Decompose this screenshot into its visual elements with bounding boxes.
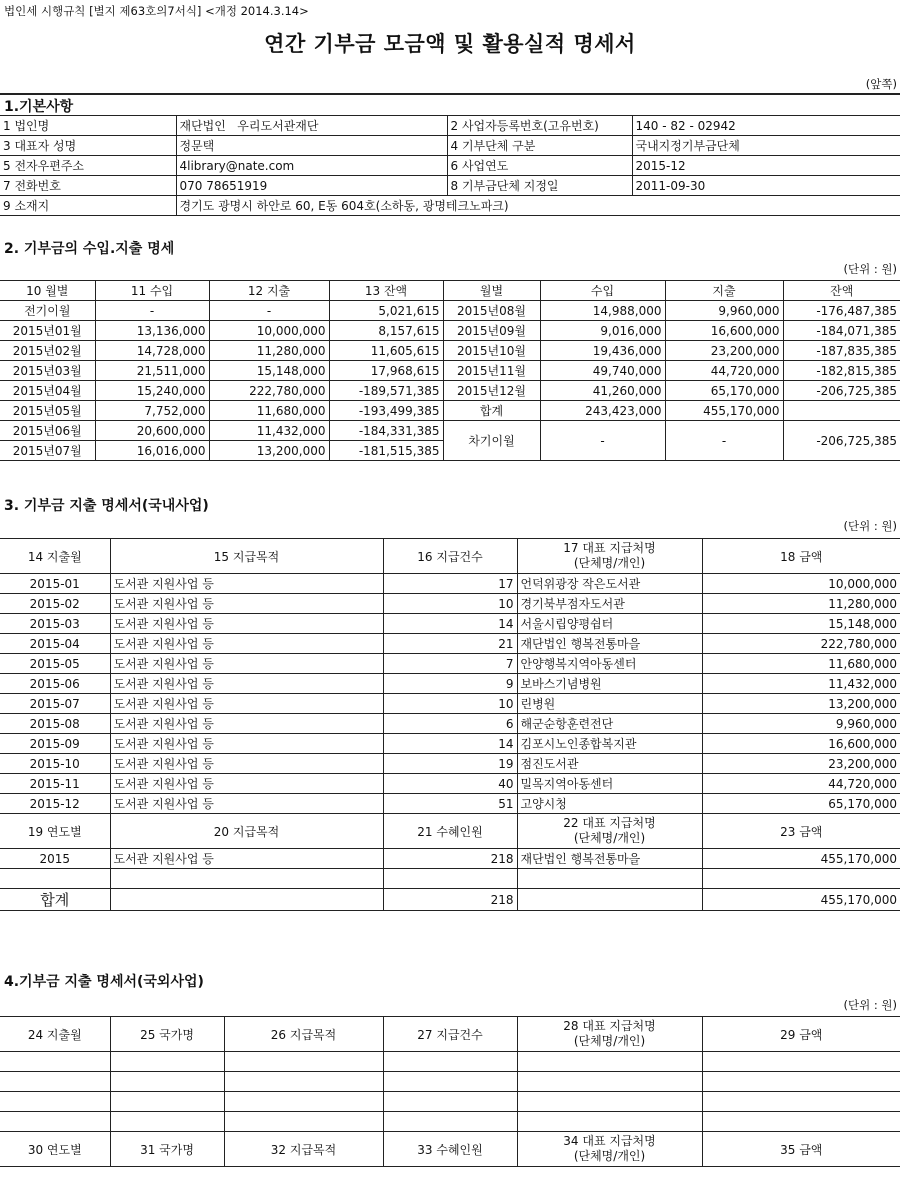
cell-carry-forward-income: - — [540, 421, 665, 461]
cell-income: 14,728,000 — [95, 341, 209, 361]
cell-balance: -187,835,385 — [783, 341, 900, 361]
cell-income: 7,752,000 — [95, 401, 209, 421]
cell-balance: 11,605,615 — [329, 341, 443, 361]
cell-count: 10 — [383, 594, 517, 614]
section4-title: 4.기부금 지출 명세서(국외사업) — [4, 974, 204, 990]
cell-expense: 44,720,000 — [665, 361, 783, 381]
cell-month: 2015년07월 — [0, 441, 95, 461]
cell-amount: 16,600,000 — [702, 734, 900, 754]
cell-payee: 안양행복지역아동센터 — [517, 654, 702, 674]
cell-expense: 11,432,000 — [209, 421, 329, 441]
cell-amount: 15,148,000 — [702, 614, 900, 634]
table-header-row — [0, 539, 900, 574]
cell-income: 14,988,000 — [540, 301, 665, 321]
cell-count: 51 — [383, 794, 517, 814]
table-row — [0, 156, 900, 176]
col-beneficiaries: 33 수혜인원 — [383, 1132, 517, 1167]
value-biz-reg-no: 140 - 82 - 02942 — [632, 116, 900, 136]
table-row — [0, 361, 900, 381]
cell-count: 6 — [383, 714, 517, 734]
domestic-expense-table — [0, 538, 900, 911]
col-payee-line1: 28 대표 지급처명 — [563, 1019, 656, 1033]
cell-purpose: 도서관 지원사업 등 — [110, 754, 383, 774]
table-row — [0, 1112, 900, 1132]
empty-cell — [702, 1112, 900, 1132]
empty-cell — [517, 1052, 702, 1072]
col-expense: 12 지출 — [209, 281, 329, 301]
cell-balance: -184,071,385 — [783, 321, 900, 341]
cell-month: 2015-06 — [0, 674, 110, 694]
col-payee-line2: (단체명/개인) — [573, 1149, 646, 1163]
cell-expense: 11,680,000 — [209, 401, 329, 421]
cell-amount: 11,680,000 — [702, 654, 900, 674]
label-email: 5 전자우편주소 — [0, 156, 176, 176]
col-balance: 13 잔액 — [329, 281, 443, 301]
cell-income: 9,016,000 — [540, 321, 665, 341]
col-amount: 35 금액 — [702, 1132, 900, 1167]
cell-expense: 16,600,000 — [665, 321, 783, 341]
cell-purpose: 도서관 지원사업 등 — [110, 694, 383, 714]
empty-cell — [517, 1072, 702, 1092]
legal-basis: 법인세 시행규칙 [별지 제63호의7서식] <개정 2014.3.14> — [4, 4, 309, 18]
cell-total-income: 243,423,000 — [540, 401, 665, 421]
cell-purpose: 도서관 지원사업 등 — [110, 634, 383, 654]
cell-month: 2015-12 — [0, 794, 110, 814]
label-phone: 7 전화번호 — [0, 176, 176, 196]
cell-purpose: 도서관 지원사업 등 — [110, 654, 383, 674]
cell-month: 2015-01 — [0, 574, 110, 594]
table-row — [0, 196, 900, 216]
empty-cell — [110, 1112, 224, 1132]
col-payee — [517, 1017, 702, 1052]
table-row — [0, 869, 900, 889]
cell-purpose: 도서관 지원사업 등 — [110, 774, 383, 794]
table-row — [0, 574, 900, 594]
col-count: 27 지급건수 — [383, 1017, 517, 1052]
cell-carry-forward-balance: -206,725,385 — [783, 421, 900, 461]
label-representative: 3 대표자 성명 — [0, 136, 176, 156]
cell-amount: 222,780,000 — [702, 634, 900, 654]
cell-payee: 린병원 — [517, 694, 702, 714]
empty-cell — [383, 1052, 517, 1072]
table-row — [0, 614, 900, 634]
cell-total-amount: 455,170,000 — [702, 889, 900, 911]
empty-cell — [224, 1052, 383, 1072]
col-payee-line1: 34 대표 지급처명 — [563, 1134, 656, 1148]
col-country: 25 국가명 — [110, 1017, 224, 1052]
col-amount: 18 금액 — [702, 539, 900, 574]
empty-cell — [224, 1112, 383, 1132]
cell-amount — [702, 869, 900, 889]
table-row — [0, 754, 900, 774]
col-payee-line1: 17 대표 지급처명 — [563, 541, 656, 555]
empty-cell — [224, 1072, 383, 1092]
section3-title: 3. 기부금 지출 명세서(국내사업) — [4, 498, 209, 514]
cell-month: 2015-05 — [0, 654, 110, 674]
table-row — [0, 381, 900, 401]
cell-expense: 13,200,000 — [209, 441, 329, 461]
cell-payee — [517, 869, 702, 889]
cell-purpose: 도서관 지원사업 등 — [110, 714, 383, 734]
cell-purpose: 도서관 지원사업 등 — [110, 574, 383, 594]
col-purpose: 32 지급목적 — [224, 1132, 383, 1167]
col-payee — [517, 814, 702, 849]
cell-month: 2015년05월 — [0, 401, 95, 421]
table-header-row — [0, 1132, 900, 1167]
cell-expense: 65,170,000 — [665, 381, 783, 401]
cell-income: 16,016,000 — [95, 441, 209, 461]
value-designation-date: 2011-09-30 — [632, 176, 900, 196]
table-header-row — [0, 1017, 900, 1052]
cell-month: 2015년02월 — [0, 341, 95, 361]
cell-expense: 15,148,000 — [209, 361, 329, 381]
section2-title: 2. 기부금의 수입.지출 명세 — [4, 241, 175, 257]
cell-count: 14 — [383, 614, 517, 634]
col-payee-line2: (단체명/개인) — [573, 831, 646, 845]
empty-cell — [0, 1092, 110, 1112]
cell-count: 9 — [383, 674, 517, 694]
page-title: 연간 기부금 모금액 및 활용실적 명세서 — [264, 32, 636, 56]
table-row — [0, 654, 900, 674]
cell-amount: 13,200,000 — [702, 694, 900, 714]
col-country: 31 국가명 — [110, 1132, 224, 1167]
cell-purpose: 도서관 지원사업 등 — [110, 849, 383, 869]
table-row — [0, 136, 900, 156]
col-expense-month: 24 지출월 — [0, 1017, 110, 1052]
unit-label: (단위 : 원) — [843, 262, 897, 276]
cell-month: 2015-02 — [0, 594, 110, 614]
cell-total-label: 합계 — [0, 889, 110, 911]
cell-beneficiaries: 218 — [383, 849, 517, 869]
front-side-label: (앞쪽) — [865, 77, 897, 91]
cell-month: 2015년06월 — [0, 421, 95, 441]
unit-label: (단위 : 원) — [843, 998, 897, 1012]
cell-month: 2015년04월 — [0, 381, 95, 401]
label-address: 9 소재지 — [0, 196, 176, 216]
cell-balance: -206,725,385 — [783, 381, 900, 401]
cell-income: 20,600,000 — [95, 421, 209, 441]
col-income-2: 수입 — [540, 281, 665, 301]
cell-purpose: 도서관 지원사업 등 — [110, 734, 383, 754]
label-biz-reg-no: 2 사업자등록번호(고유번호) — [447, 116, 632, 136]
cell-balance: -193,499,385 — [329, 401, 443, 421]
cell-carry-forward-expense: - — [665, 421, 783, 461]
col-purpose: 20 지급목적 — [110, 814, 383, 849]
cell-income: 41,260,000 — [540, 381, 665, 401]
cell-month: 2015-08 — [0, 714, 110, 734]
cell-purpose: 도서관 지원사업 등 — [110, 594, 383, 614]
cell-payee: 재단법인 행복전통마을 — [517, 849, 702, 869]
cell-income: 19,436,000 — [540, 341, 665, 361]
empty-cell — [110, 1052, 224, 1072]
empty-cell — [517, 1092, 702, 1112]
cell-expense: 23,200,000 — [665, 341, 783, 361]
unit-label: (단위 : 원) — [843, 519, 897, 533]
cell-count: 14 — [383, 734, 517, 754]
cell-total-payee — [517, 889, 702, 911]
cell-expense: 9,960,000 — [665, 301, 783, 321]
label-designation-date: 8 기부금단체 지정일 — [447, 176, 632, 196]
table-row — [0, 176, 900, 196]
section1-title: 1.기본사항 — [4, 99, 74, 115]
cell-month: 2015년11월 — [443, 361, 540, 381]
empty-cell — [517, 1112, 702, 1132]
cell-amount: 23,200,000 — [702, 754, 900, 774]
cell-income: 49,740,000 — [540, 361, 665, 381]
cell-purpose: 도서관 지원사업 등 — [110, 614, 383, 634]
value-representative: 정문택 — [176, 136, 447, 156]
cell-beneficiaries — [383, 869, 517, 889]
table-row — [0, 849, 900, 869]
cell-purpose: 도서관 지원사업 등 — [110, 674, 383, 694]
cell-month: 2015-03 — [0, 614, 110, 634]
table-row — [0, 734, 900, 754]
cell-amount: 65,170,000 — [702, 794, 900, 814]
cell-balance: 17,968,615 — [329, 361, 443, 381]
col-beneficiaries: 21 수혜인원 — [383, 814, 517, 849]
table-row — [0, 341, 900, 361]
col-year: 30 연도별 — [0, 1132, 110, 1167]
col-payee — [517, 1132, 702, 1167]
cell-payee: 점진도서관 — [517, 754, 702, 774]
col-balance-2: 잔액 — [783, 281, 900, 301]
cell-income: 13,136,000 — [95, 321, 209, 341]
cell-payee: 김포시노인종합복지관 — [517, 734, 702, 754]
cell-amount: 10,000,000 — [702, 574, 900, 594]
col-amount: 29 금액 — [702, 1017, 900, 1052]
col-month-2: 월별 — [443, 281, 540, 301]
cell-month: 2015-04 — [0, 634, 110, 654]
empty-cell — [383, 1072, 517, 1092]
label-fiscal-year: 6 사업연도 — [447, 156, 632, 176]
cell-payee: 재단법인 행복전통마을 — [517, 634, 702, 654]
cell-balance: -176,487,385 — [783, 301, 900, 321]
empty-cell — [702, 1052, 900, 1072]
income-expense-table — [0, 280, 900, 461]
total-row — [0, 889, 900, 911]
cell-total-purpose — [110, 889, 383, 911]
cell-year — [0, 869, 110, 889]
table-row — [0, 1052, 900, 1072]
cell-balance: -189,571,385 — [329, 381, 443, 401]
basic-info-table — [0, 115, 900, 216]
value-email: 4library@nate.com — [176, 156, 447, 176]
col-payee — [517, 539, 702, 574]
cell-carry-forward-label: 차기이월 — [443, 421, 540, 461]
cell-total-label: 합계 — [443, 401, 540, 421]
cell-month: 2015년12월 — [443, 381, 540, 401]
cell-month: 2015년09월 — [443, 321, 540, 341]
table-row — [0, 594, 900, 614]
cell-balance: 5,021,615 — [329, 301, 443, 321]
empty-cell — [0, 1072, 110, 1092]
cell-income: - — [95, 301, 209, 321]
cell-month: 2015-11 — [0, 774, 110, 794]
col-income: 11 수입 — [95, 281, 209, 301]
cell-expense: 10,000,000 — [209, 321, 329, 341]
cell-income: 21,511,000 — [95, 361, 209, 381]
cell-total-balance — [783, 401, 900, 421]
empty-cell — [702, 1072, 900, 1092]
table-header-row — [0, 281, 900, 301]
cell-balance: 8,157,615 — [329, 321, 443, 341]
cell-payee: 고양시청 — [517, 794, 702, 814]
col-payee-line2: (단체명/개인) — [573, 556, 646, 570]
cell-month: 2015-10 — [0, 754, 110, 774]
table-row — [0, 1072, 900, 1092]
cell-month: 2015-09 — [0, 734, 110, 754]
cell-payee: 보바스기념병원 — [517, 674, 702, 694]
label-org-type: 4 기부단체 구분 — [447, 136, 632, 156]
cell-month: 2015년01월 — [0, 321, 95, 341]
table-row — [0, 694, 900, 714]
cell-month: 2015년08월 — [443, 301, 540, 321]
cell-balance: -181,515,385 — [329, 441, 443, 461]
value-fiscal-year: 2015-12 — [632, 156, 900, 176]
table-row — [0, 401, 900, 421]
cell-payee: 경기북부점자도서관 — [517, 594, 702, 614]
cell-total-expense: 455,170,000 — [665, 401, 783, 421]
col-year: 19 연도별 — [0, 814, 110, 849]
table-row — [0, 674, 900, 694]
label-corp-name: 1 법인명 — [0, 116, 176, 136]
cell-month: 2015년10월 — [443, 341, 540, 361]
empty-cell — [702, 1092, 900, 1112]
cell-balance: -184,331,385 — [329, 421, 443, 441]
cell-amount: 11,432,000 — [702, 674, 900, 694]
cell-amount: 11,280,000 — [702, 594, 900, 614]
cell-expense: - — [209, 301, 329, 321]
cell-count: 19 — [383, 754, 517, 774]
cell-count: 7 — [383, 654, 517, 674]
divider — [0, 93, 900, 95]
cell-expense: 222,780,000 — [209, 381, 329, 401]
cell-count: 17 — [383, 574, 517, 594]
empty-cell — [0, 1052, 110, 1072]
cell-month: 2015-07 — [0, 694, 110, 714]
table-row — [0, 421, 900, 441]
cell-month: 전기이월 — [0, 301, 95, 321]
cell-balance: -182,815,385 — [783, 361, 900, 381]
cell-total-beneficiaries: 218 — [383, 889, 517, 911]
cell-count: 21 — [383, 634, 517, 654]
cell-payee: 해군순항훈련전단 — [517, 714, 702, 734]
table-row — [0, 794, 900, 814]
cell-count: 40 — [383, 774, 517, 794]
col-amount: 23 금액 — [702, 814, 900, 849]
empty-cell — [110, 1092, 224, 1112]
cell-expense: 11,280,000 — [209, 341, 329, 361]
overseas-expense-table — [0, 1016, 900, 1167]
table-row — [0, 321, 900, 341]
col-count: 16 지급건수 — [383, 539, 517, 574]
cell-count: 10 — [383, 694, 517, 714]
table-row — [0, 634, 900, 654]
empty-cell — [383, 1092, 517, 1112]
value-org-type: 국내지정기부금단체 — [632, 136, 900, 156]
cell-amount: 9,960,000 — [702, 714, 900, 734]
empty-cell — [224, 1092, 383, 1112]
table-row — [0, 774, 900, 794]
empty-cell — [383, 1112, 517, 1132]
empty-cell — [110, 1072, 224, 1092]
table-row — [0, 301, 900, 321]
col-payee-line1: 22 대표 지급처명 — [563, 816, 656, 830]
cell-amount: 455,170,000 — [702, 849, 900, 869]
col-expense-2: 지출 — [665, 281, 783, 301]
cell-payee: 서울시립양평쉼터 — [517, 614, 702, 634]
table-row — [0, 116, 900, 136]
col-purpose: 15 지급목적 — [110, 539, 383, 574]
col-purpose: 26 지급목적 — [224, 1017, 383, 1052]
cell-payee: 언덕위광장 작은도서관 — [517, 574, 702, 594]
cell-year: 2015 — [0, 849, 110, 869]
value-address: 경기도 광명시 하안로 60, E동 604호(소하동, 광명테크노파크) — [176, 196, 900, 216]
table-row — [0, 714, 900, 734]
cell-amount: 44,720,000 — [702, 774, 900, 794]
col-expense-month: 14 지출월 — [0, 539, 110, 574]
value-corp-name: 재단법인 우리도서관재단 — [176, 116, 447, 136]
table-header-row — [0, 814, 900, 849]
cell-income: 15,240,000 — [95, 381, 209, 401]
table-row — [0, 1092, 900, 1112]
cell-purpose — [110, 869, 383, 889]
cell-purpose: 도서관 지원사업 등 — [110, 794, 383, 814]
col-month: 10 월별 — [0, 281, 95, 301]
value-phone: 070 78651919 — [176, 176, 447, 196]
cell-month: 2015년03월 — [0, 361, 95, 381]
cell-payee: 밀목지역아동센터 — [517, 774, 702, 794]
empty-cell — [0, 1112, 110, 1132]
col-payee-line2: (단체명/개인) — [573, 1034, 646, 1048]
